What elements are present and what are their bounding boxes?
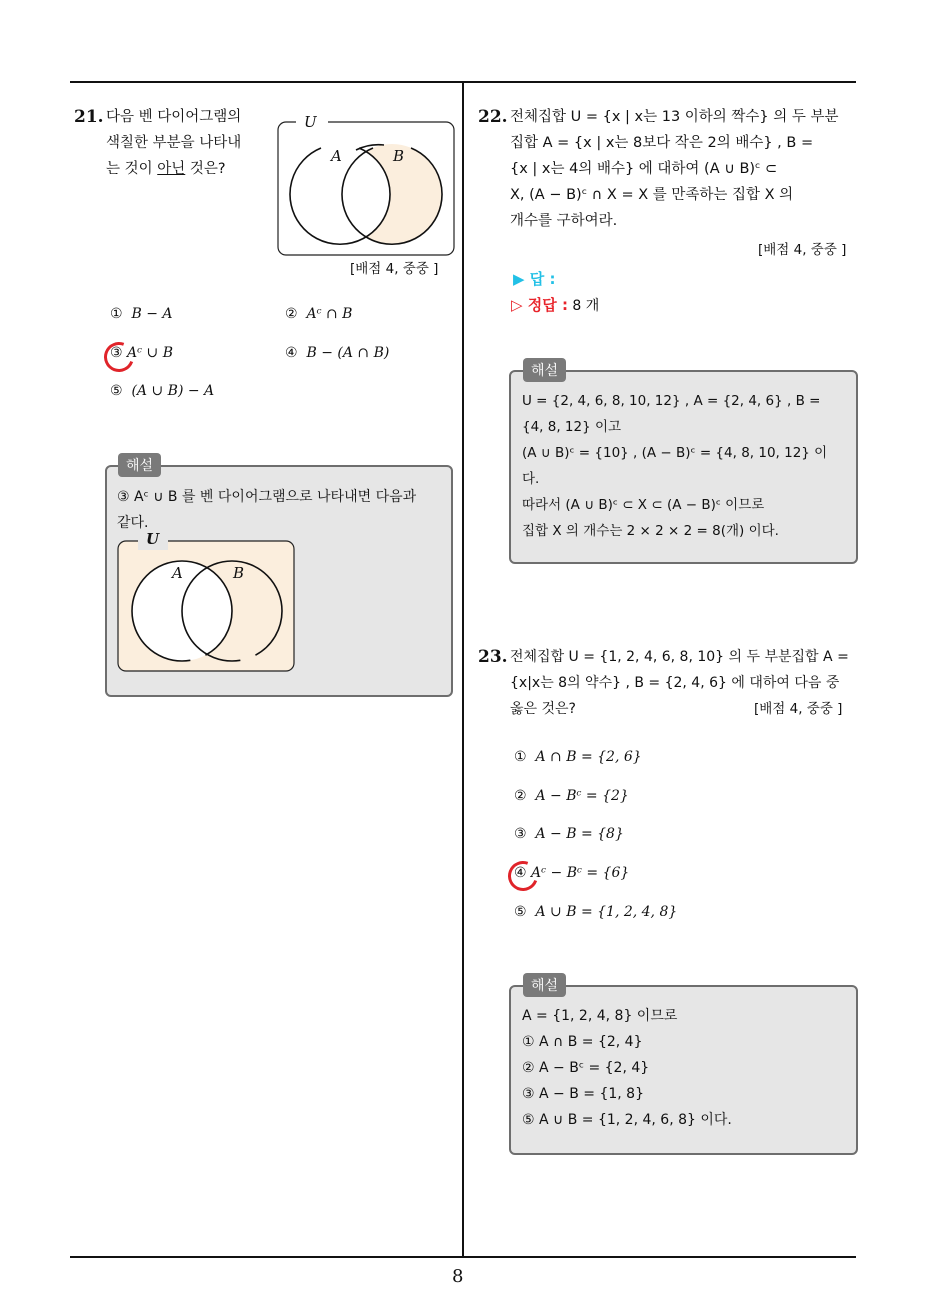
choice-mark: ③ xyxy=(110,345,123,361)
q23-choice-5[interactable] xyxy=(514,904,677,920)
choice-expr: A ∩ B = {2, 6} xyxy=(535,749,642,765)
q23-number: 23. xyxy=(478,647,508,667)
q23-solution-line2: ① A ∩ B = {2, 4} xyxy=(522,1034,643,1050)
q21-solution-line1: ③ Aᶜ ∪ B 를 벤 다이어그램으로 나타내면 다음과 xyxy=(117,489,417,505)
q23-answer-circle-mark xyxy=(503,856,543,896)
choice-expr: A − Bᶜ = {2} xyxy=(535,788,629,804)
q22-answer-label: ▶ 답 : xyxy=(513,270,556,288)
q21-number: 21. xyxy=(74,107,104,127)
q21-choice-1[interactable] xyxy=(110,306,173,322)
choice-expr: A − B = {8} xyxy=(535,826,624,842)
q21-solution-venn xyxy=(116,533,298,675)
q23-choice-2[interactable] xyxy=(514,788,629,804)
q21-solution-text xyxy=(117,484,447,536)
q21-line3-a: 는 것이 xyxy=(106,161,158,177)
q22-line4: X, (A − B)ᶜ ∩ X = X 를 만족하는 집합 X 의 xyxy=(510,187,794,203)
q21-line3-c: 것은? xyxy=(185,161,226,177)
q21-sol-a-label: A xyxy=(172,564,183,582)
q23-solution-line4: ③ A − B = {1, 8} xyxy=(522,1086,644,1102)
q23-line3: 옳은 것은? xyxy=(510,701,576,717)
q21-choice-5[interactable] xyxy=(110,383,214,399)
q21-line2: 색칠한 부분을 나타내 xyxy=(106,135,242,151)
q21-emphasis-not: 아닌 xyxy=(157,161,186,177)
choice-expr: (A ∪ B) − A xyxy=(131,383,215,399)
choice-expr: Aᶜ − Bᶜ = {6} xyxy=(531,865,630,881)
bottom-rule xyxy=(70,1256,856,1258)
choice-expr: B − A xyxy=(131,306,173,322)
q21-score: [배점 4, 중중 ] xyxy=(350,261,439,277)
q23-solution-text xyxy=(522,1003,850,1133)
choice-mark: ④ xyxy=(285,345,298,361)
q21-venn-a-label: A xyxy=(331,147,342,165)
q21-solution-line2: 같다. xyxy=(117,515,149,531)
q23-choice-3[interactable] xyxy=(514,826,624,842)
choice-mark: ② xyxy=(514,788,527,804)
q22-score: [배점 4, 중중 ] xyxy=(758,242,847,258)
choice-mark: ⑤ xyxy=(514,904,527,920)
q23-line1: 전체집합 U = {1, 2, 4, 6, 8, 10} 의 두 부분집합 A = xyxy=(510,649,849,665)
choice-mark: ① xyxy=(514,749,527,765)
choice-expr: Aᶜ ∪ B xyxy=(127,345,173,361)
q23-choice-1[interactable] xyxy=(514,749,642,765)
q22-solution-line1: U = {2, 4, 6, 8, 10, 12} , A = {2, 4, 6} , B = xyxy=(522,393,821,409)
q21-venn-u-label: U xyxy=(304,113,317,131)
choice-mark: ① xyxy=(110,306,123,322)
q21-venn-b-label: B xyxy=(393,147,405,165)
q21-sol-u-label: U xyxy=(146,530,160,548)
q21-choice-2[interactable] xyxy=(285,306,352,322)
choice-expr: A ∪ B = {1, 2, 4, 8} xyxy=(535,904,678,920)
q22-correct-value: 8 개 xyxy=(572,298,600,314)
q22-solution-line5: 따라서 (A ∪ B)ᶜ ⊂ X ⊂ (A − B)ᶜ 이므로 xyxy=(522,497,765,513)
q23-solution-line1: A = {1, 2, 4, 8} 이므로 xyxy=(522,1008,678,1024)
choice-mark: ③ xyxy=(514,826,527,842)
q22-line2: 집합 A = {x | x는 8보다 작은 2의 배수} , B = xyxy=(510,135,814,151)
q23-score: [배점 4, 중중 ] xyxy=(754,701,843,717)
q22-line3: {x | x는 4의 배수} 에 대하여 (A ∪ B)ᶜ ⊂ xyxy=(510,161,778,177)
q22-line5: 개수를 구하여라. xyxy=(510,213,618,229)
q21-choice-4[interactable] xyxy=(285,345,389,361)
page-number: 8 xyxy=(452,1266,464,1287)
q22-number: 22. xyxy=(478,107,508,127)
q21-venn-diagram xyxy=(276,112,458,260)
choice-mark: ② xyxy=(285,306,298,322)
choice-mark: ⑤ xyxy=(110,383,123,399)
q22-text xyxy=(510,104,860,234)
q22-solution-line4: 다. xyxy=(522,471,540,487)
q23-solution-line3: ② A − Bᶜ = {2, 4} xyxy=(522,1060,650,1076)
q21-line1: 다음 벤 다이어그램의 xyxy=(106,109,242,125)
q22-correct-label: ▷ 정답 : xyxy=(511,296,568,314)
q21-line3 xyxy=(106,156,266,182)
choice-mark: ④ xyxy=(514,865,527,881)
q22-solution-line6: 집합 X 의 개수는 2 × 2 × 2 = 8(개) 이다. xyxy=(522,523,779,539)
q23-solution-tag: 해설 xyxy=(523,973,566,997)
q21-text xyxy=(106,104,266,182)
q21-sol-b-label: B xyxy=(233,564,245,582)
q21-answer-circle-mark xyxy=(99,337,139,377)
q21-solution-tag: 해설 xyxy=(118,453,161,477)
q23-line2: {x|x는 8의 약수} , B = {2, 4, 6} 에 대하여 다음 중 xyxy=(510,675,840,691)
q23-solution-line5: ⑤ A ∪ B = {1, 2, 4, 6, 8} 이다. xyxy=(522,1112,732,1128)
choice-expr: Aᶜ ∩ B xyxy=(306,306,353,322)
q22-solution-text xyxy=(522,388,850,544)
choice-expr: B − (A ∩ B) xyxy=(306,345,390,361)
q22-line1: 전체집합 U = {x | x는 13 이하의 짝수} 의 두 부분 xyxy=(510,109,839,125)
q22-solution-line2: {4, 8, 12} 이고 xyxy=(522,419,622,435)
q22-solution-line3: (A ∪ B)ᶜ = {10} , (A − B)ᶜ = {4, 8, 10, 12} 이 xyxy=(522,445,828,461)
q22-correct-row xyxy=(511,294,599,315)
q22-solution-tag: 해설 xyxy=(523,358,566,382)
column-divider xyxy=(462,83,464,1258)
